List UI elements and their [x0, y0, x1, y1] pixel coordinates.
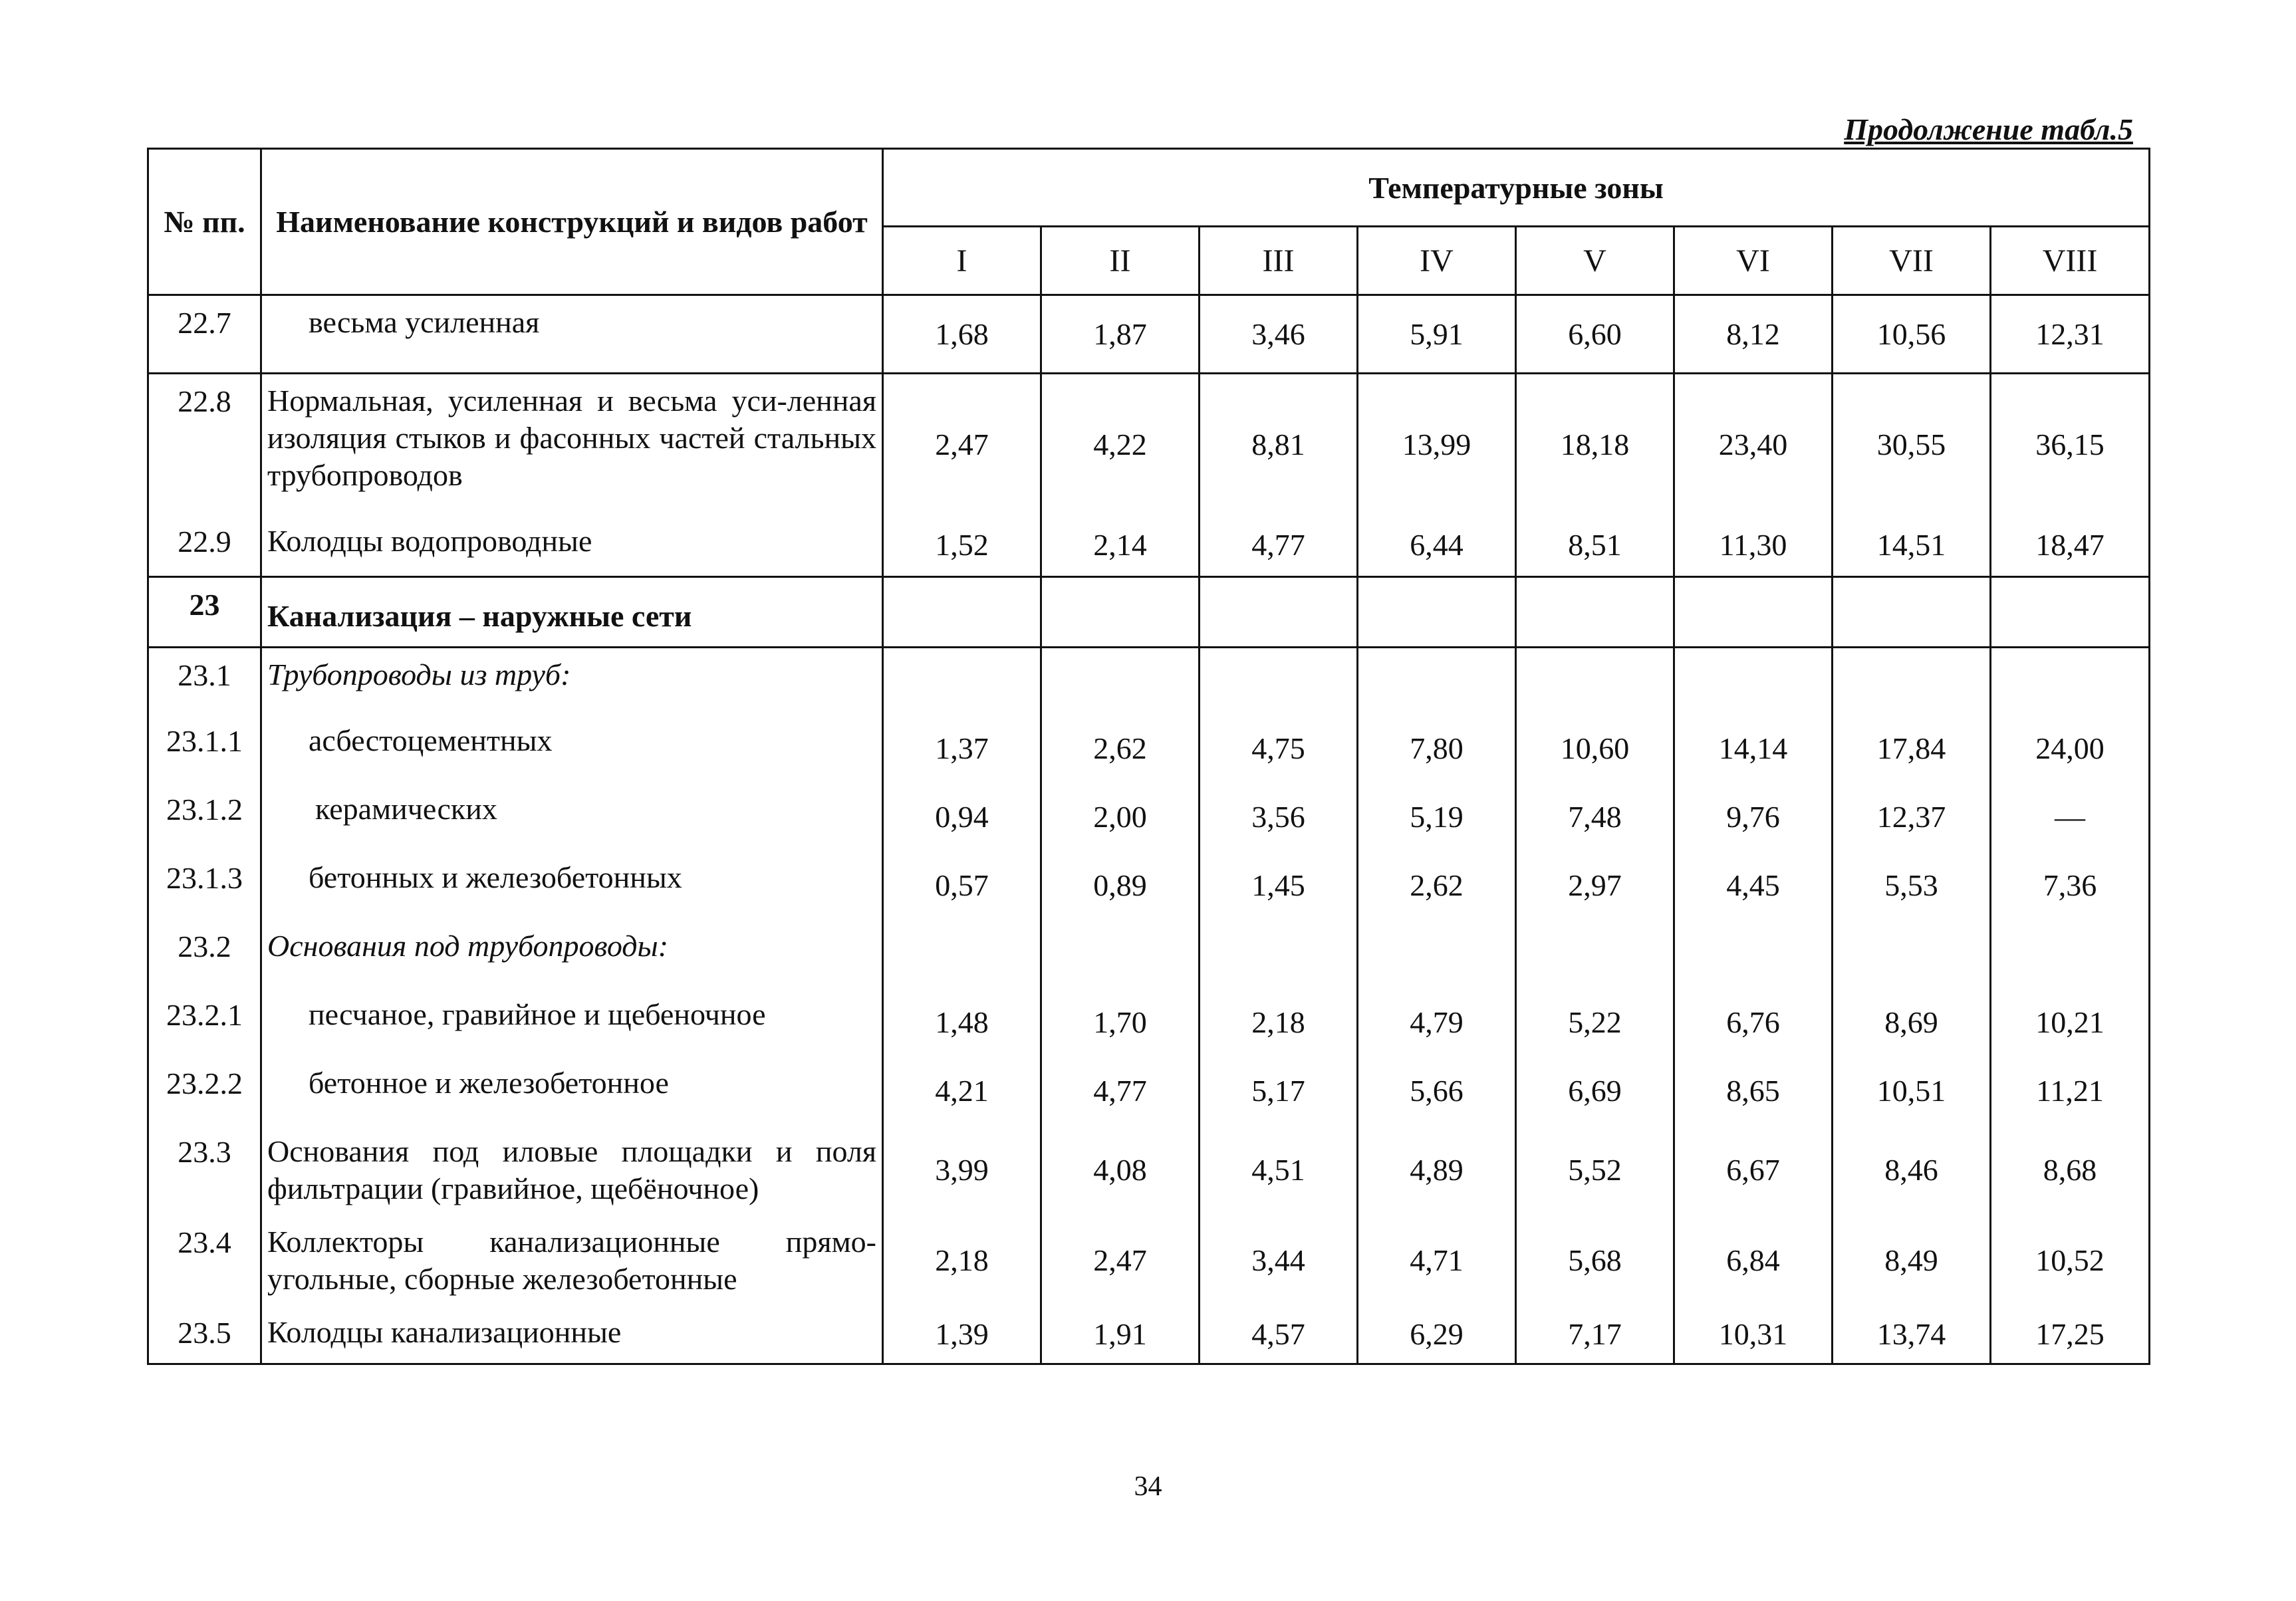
zone-value: 13,99	[1358, 374, 1516, 515]
zone-value: 12,31	[1991, 295, 2150, 374]
row-name: Колодцы канализационные	[261, 1306, 883, 1364]
row-number: 22.7	[148, 295, 261, 374]
zone-value: 6,67	[1674, 1125, 1833, 1215]
zone-value: 2,47	[1041, 1215, 1200, 1306]
zone-value	[1991, 577, 2150, 648]
zone-value: 4,08	[1041, 1125, 1200, 1215]
zone-value	[1516, 648, 1674, 714]
row-number: 23.1.2	[148, 783, 261, 851]
zone-value	[1358, 577, 1516, 648]
table-row	[148, 920, 2150, 988]
zone-value: 2,14	[1041, 515, 1200, 577]
header-zone: VI	[1674, 227, 1833, 295]
zone-value: 1,70	[1041, 988, 1200, 1056]
zone-value: 2,00	[1041, 783, 1200, 851]
zone-value: 10,60	[1516, 714, 1674, 783]
zone-value	[1991, 920, 2150, 988]
zone-value	[1516, 920, 1674, 988]
table-row	[148, 1215, 2150, 1306]
row-number: 23.5	[148, 1306, 261, 1364]
header-zone: IV	[1358, 227, 1516, 295]
row-name: Колодцы водопроводные	[261, 515, 883, 577]
zone-value: 2,47	[883, 374, 1041, 515]
zone-value: 10,56	[1833, 295, 1991, 374]
zone-value: —	[1991, 783, 2150, 851]
zone-value	[1041, 920, 1200, 988]
row-number: 23.1.3	[148, 851, 261, 920]
temperature-zones-table	[147, 148, 2150, 1365]
page-number: 34	[1134, 1471, 1162, 1502]
row-number: 23.2.2	[148, 1056, 261, 1125]
zone-value: 2,62	[1358, 851, 1516, 920]
zone-value: 11,30	[1674, 515, 1833, 577]
row-number: 22.9	[148, 515, 261, 577]
zone-value: 17,84	[1833, 714, 1991, 783]
zone-value	[1041, 648, 1200, 714]
zone-value: 2,97	[1516, 851, 1674, 920]
table-row	[148, 851, 2150, 920]
zone-value: 4,45	[1674, 851, 1833, 920]
zone-value	[1674, 577, 1833, 648]
row-number: 22.8	[148, 374, 261, 515]
zone-value: 2,18	[1200, 988, 1358, 1056]
row-number: 23.4	[148, 1215, 261, 1306]
zone-value: 7,17	[1516, 1306, 1674, 1364]
row-name: бетонное и железобетонное	[261, 1056, 883, 1125]
zone-value	[1358, 920, 1516, 988]
row-name: Основания под трубопроводы:	[261, 920, 883, 988]
zone-value: 7,48	[1516, 783, 1674, 851]
table-row	[148, 374, 2150, 515]
zone-value: 2,62	[1041, 714, 1200, 783]
table-row	[148, 1125, 2150, 1215]
table-caption: Продолжение табл.5	[1844, 112, 2133, 146]
zone-value: 0,89	[1041, 851, 1200, 920]
zone-value: 1,52	[883, 515, 1041, 577]
header-zones-title: Температурные зоны	[883, 149, 2150, 227]
zone-value: 7,80	[1358, 714, 1516, 783]
zone-value: 5,52	[1516, 1125, 1674, 1215]
zone-value: 4,22	[1041, 374, 1200, 515]
zone-value: 1,45	[1200, 851, 1358, 920]
zone-value	[883, 577, 1041, 648]
zone-value	[1358, 648, 1516, 714]
zone-value	[1200, 577, 1358, 648]
zone-value: 11,21	[1991, 1056, 2150, 1125]
table-row	[148, 714, 2150, 783]
zone-value	[1041, 577, 1200, 648]
zone-value: 6,84	[1674, 1215, 1833, 1306]
zone-value: 0,94	[883, 783, 1041, 851]
zone-value: 1,39	[883, 1306, 1041, 1364]
zone-value: 8,51	[1516, 515, 1674, 577]
zone-value: 18,47	[1991, 515, 2150, 577]
zone-value: 4,77	[1041, 1056, 1200, 1125]
zone-value: 4,89	[1358, 1125, 1516, 1215]
zone-value: 4,71	[1358, 1215, 1516, 1306]
zone-value: 8,68	[1991, 1125, 2150, 1215]
zone-value	[1516, 577, 1674, 648]
zone-value: 5,66	[1358, 1056, 1516, 1125]
zone-value	[1833, 648, 1991, 714]
row-name: Нормальная, усиленная и весьма уси-ленная изоляция стыков и фасонных частей стальных трубопроводов	[261, 374, 883, 515]
zone-value: 0,57	[883, 851, 1041, 920]
zone-value: 8,49	[1833, 1215, 1991, 1306]
zone-value: 8,81	[1200, 374, 1358, 515]
zone-value: 2,18	[883, 1215, 1041, 1306]
table-row	[148, 988, 2150, 1056]
zone-value: 5,22	[1516, 988, 1674, 1056]
table-row	[148, 295, 2150, 374]
zone-value: 3,46	[1200, 295, 1358, 374]
table-row	[148, 577, 2150, 648]
zone-value: 5,68	[1516, 1215, 1674, 1306]
zone-value	[883, 648, 1041, 714]
row-name: Трубопроводы из труб:	[261, 648, 883, 714]
zone-value: 5,53	[1833, 851, 1991, 920]
table-row	[148, 783, 2150, 851]
zone-value: 8,12	[1674, 295, 1833, 374]
zone-value: 10,52	[1991, 1215, 2150, 1306]
zone-value: 24,00	[1991, 714, 2150, 783]
zone-value: 3,44	[1200, 1215, 1358, 1306]
zone-value: 6,29	[1358, 1306, 1516, 1364]
zone-value: 8,46	[1833, 1125, 1991, 1215]
row-name: Основания под иловые площадки и поля фильтрации (гравийное, щебёночное)	[261, 1125, 883, 1215]
header-name: Наименование конструкций и видов работ	[261, 149, 883, 295]
zone-value: 10,21	[1991, 988, 2150, 1056]
zone-value: 4,51	[1200, 1125, 1358, 1215]
zone-value: 4,57	[1200, 1306, 1358, 1364]
header-zone: III	[1200, 227, 1358, 295]
zone-value	[883, 920, 1041, 988]
zone-value	[1200, 648, 1358, 714]
zone-value: 6,60	[1516, 295, 1674, 374]
zone-value: 4,21	[883, 1056, 1041, 1125]
zone-value: 1,37	[883, 714, 1041, 783]
zone-value: 6,69	[1516, 1056, 1674, 1125]
zone-value: 4,79	[1358, 988, 1516, 1056]
header-zone: V	[1516, 227, 1674, 295]
row-number: 23.2.1	[148, 988, 261, 1056]
zone-value: 13,74	[1833, 1306, 1991, 1364]
row-name: Коллекторы канализационные прямо-угольные, сборные железобетонные	[261, 1215, 883, 1306]
zone-value: 4,75	[1200, 714, 1358, 783]
header-zone: VII	[1833, 227, 1991, 295]
row-number: 23.1	[148, 648, 261, 714]
row-number: 23	[148, 577, 261, 648]
zone-value: 14,14	[1674, 714, 1833, 783]
header-number: № пп.	[148, 149, 261, 295]
header-zone: VIII	[1991, 227, 2150, 295]
header-zone: II	[1041, 227, 1200, 295]
zone-value: 17,25	[1991, 1306, 2150, 1364]
zone-value	[1833, 577, 1991, 648]
table-row	[148, 1056, 2150, 1125]
zone-value: 1,48	[883, 988, 1041, 1056]
zone-value: 6,44	[1358, 515, 1516, 577]
zone-value: 5,17	[1200, 1056, 1358, 1125]
zone-value: 14,51	[1833, 515, 1991, 577]
row-number: 23.2	[148, 920, 261, 988]
zone-value: 10,31	[1674, 1306, 1833, 1364]
zone-value: 5,91	[1358, 295, 1516, 374]
zone-value: 4,77	[1200, 515, 1358, 577]
zone-value	[1200, 920, 1358, 988]
zone-value: 10,51	[1833, 1056, 1991, 1125]
zone-value: 6,76	[1674, 988, 1833, 1056]
table-row	[148, 1306, 2150, 1364]
zone-value	[1833, 920, 1991, 988]
zone-value: 12,37	[1833, 783, 1991, 851]
row-number: 23.3	[148, 1125, 261, 1215]
zone-value: 18,18	[1516, 374, 1674, 515]
zone-value: 1,87	[1041, 295, 1200, 374]
zone-value: 23,40	[1674, 374, 1833, 515]
row-name: бетонных и железобетонных	[261, 851, 883, 920]
row-name: керамических	[261, 783, 883, 851]
zone-value: 5,19	[1358, 783, 1516, 851]
zone-value: 7,36	[1991, 851, 2150, 920]
table-row	[148, 515, 2150, 577]
zone-value: 9,76	[1674, 783, 1833, 851]
zone-value	[1674, 920, 1833, 988]
zone-value: 3,56	[1200, 783, 1358, 851]
zone-value: 1,68	[883, 295, 1041, 374]
row-name: асбестоцементных	[261, 714, 883, 783]
zone-value	[1674, 648, 1833, 714]
zone-value: 8,69	[1833, 988, 1991, 1056]
row-name: весьма усиленная	[261, 295, 883, 374]
zone-value: 1,91	[1041, 1306, 1200, 1364]
zone-value: 8,65	[1674, 1056, 1833, 1125]
zone-value: 3,99	[883, 1125, 1041, 1215]
zone-value: 36,15	[1991, 374, 2150, 515]
row-name: Канализация – наружные сети	[261, 577, 883, 648]
table-row	[148, 648, 2150, 714]
header-zone: I	[883, 227, 1041, 295]
zone-value	[1991, 648, 2150, 714]
row-name: песчаное, гравийное и щебеночное	[261, 988, 883, 1056]
zone-value: 30,55	[1833, 374, 1991, 515]
row-number: 23.1.1	[148, 714, 261, 783]
